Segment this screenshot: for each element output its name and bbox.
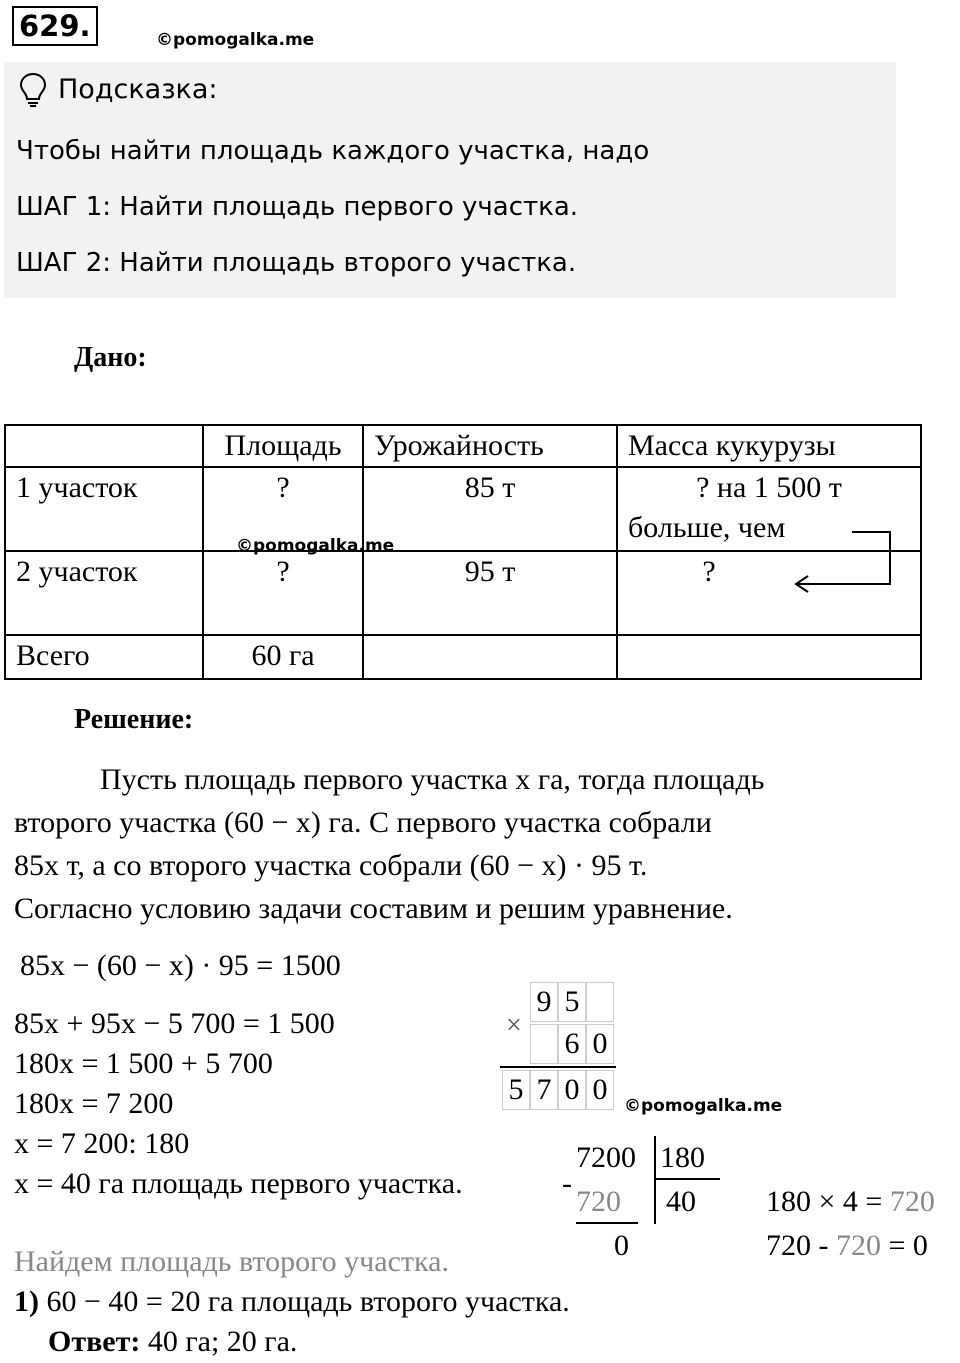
equation: x = 40 га площадь первого участка. [14,1167,463,1200]
table-cell: 60 га [203,635,363,679]
comparison-arrow-icon [790,526,900,598]
check-value: 720 [836,1229,881,1262]
table-row [5,635,921,679]
underline [500,1066,616,1068]
digit: 7 [530,1070,558,1110]
equation: x = 7 200: 180 [14,1127,190,1160]
hint-title: Подсказка: [58,74,218,105]
check-line [766,1224,928,1267]
check-line [766,1180,935,1223]
dividend: 7200 [576,1141,636,1174]
table-cell: Всего [5,635,203,679]
divisor: 180 [660,1141,705,1174]
digit: 6 [558,1024,586,1064]
step-text: Найти площадь второго участка. [119,248,577,278]
equation: 180x = 1 500 + 5 700 [14,1047,273,1080]
answer-label: Ответ: [48,1325,141,1358]
step-text: Найти площадь первого участка. [119,192,579,222]
answer [48,1320,297,1363]
hint-step-1 [16,192,578,222]
digit-empty [586,982,614,1022]
step-label: ШАГ 2: [16,248,112,278]
given-table [4,424,922,680]
solution-text: 85x т, а со второго участка собрали (60 − x) · 95 т. [14,849,648,882]
table-cell [617,635,921,679]
solution-step [14,1280,570,1323]
digit: 0 [586,1024,614,1064]
lightbulb-icon [18,72,48,113]
check-text: 180 × 4 = [766,1185,890,1218]
solution-heading: Решение: [74,704,194,735]
digit: 9 [530,982,558,1022]
table-header: Масса кукурузы [617,425,921,467]
table-cell: 95 т [363,551,617,635]
problem-number: 629. [12,6,98,46]
second-area-heading: Найдем площадь второго участка. [14,1245,449,1278]
equation: 85x − (60 − x) · 95 = 1500 [20,949,341,982]
watermark: ©pomogalka.me [156,30,315,50]
step-text: 60 − 40 = 20 га площадь второго участка. [46,1285,570,1318]
given-heading: Дано: [74,342,147,373]
digit: 0 [586,1070,614,1110]
answer-text: 40 га; 20 га. [147,1325,298,1358]
step-label: ШАГ 1: [16,192,112,222]
quotient: 40 [666,1185,696,1218]
equation: 180x = 7 200 [14,1087,174,1120]
table-cell: 1 участок [5,467,203,551]
table-cell: ? [617,551,921,635]
hint-step-2 [16,248,576,278]
remainder: 0 [614,1229,629,1262]
minus-sign: - [562,1167,572,1200]
step-number: 1) [14,1285,39,1318]
digit: 5 [558,982,586,1022]
subtrahend: 720 [576,1185,621,1218]
table-cell: 2 участок [5,551,203,635]
check-text: = 0 [881,1229,928,1262]
table-cell: ? [203,551,363,635]
solution-text: второго участка (60 − x) га. С первого участка собрали [14,806,712,839]
table-cell: 85 т [363,467,617,551]
digit-empty [530,1024,558,1064]
table-header-row [5,425,921,467]
hint-line: Чтобы найти площадь каждого участка, надо [16,136,650,166]
equation: 85x + 95x − 5 700 = 1 500 [14,1007,335,1040]
multiply-sign: × [506,1010,522,1041]
digit: 5 [502,1070,530,1110]
table-cell: ? [203,467,363,551]
mass-condition: ? на 1 500 т [696,471,842,504]
mass-condition-cont: больше, чем [628,511,786,544]
watermark: ©pomogalka.me [624,1096,783,1116]
table-cell [363,635,617,679]
check-text: 720 - [766,1229,836,1262]
table-row [5,467,921,551]
table-header [5,425,203,467]
table-header: Урожайность [363,425,617,467]
table-header: Площадь [203,425,363,467]
solution-text: Согласно условию задачи составим и решим уравнение. [14,892,733,925]
check-value: 720 [889,1185,935,1218]
digit: 0 [558,1070,586,1110]
table-row [5,551,921,635]
solution-text: Пусть площадь первого участка x га, тогда площадь [100,763,765,796]
watermark: ©pomogalka.me [236,536,395,556]
division-bar [654,1136,656,1224]
